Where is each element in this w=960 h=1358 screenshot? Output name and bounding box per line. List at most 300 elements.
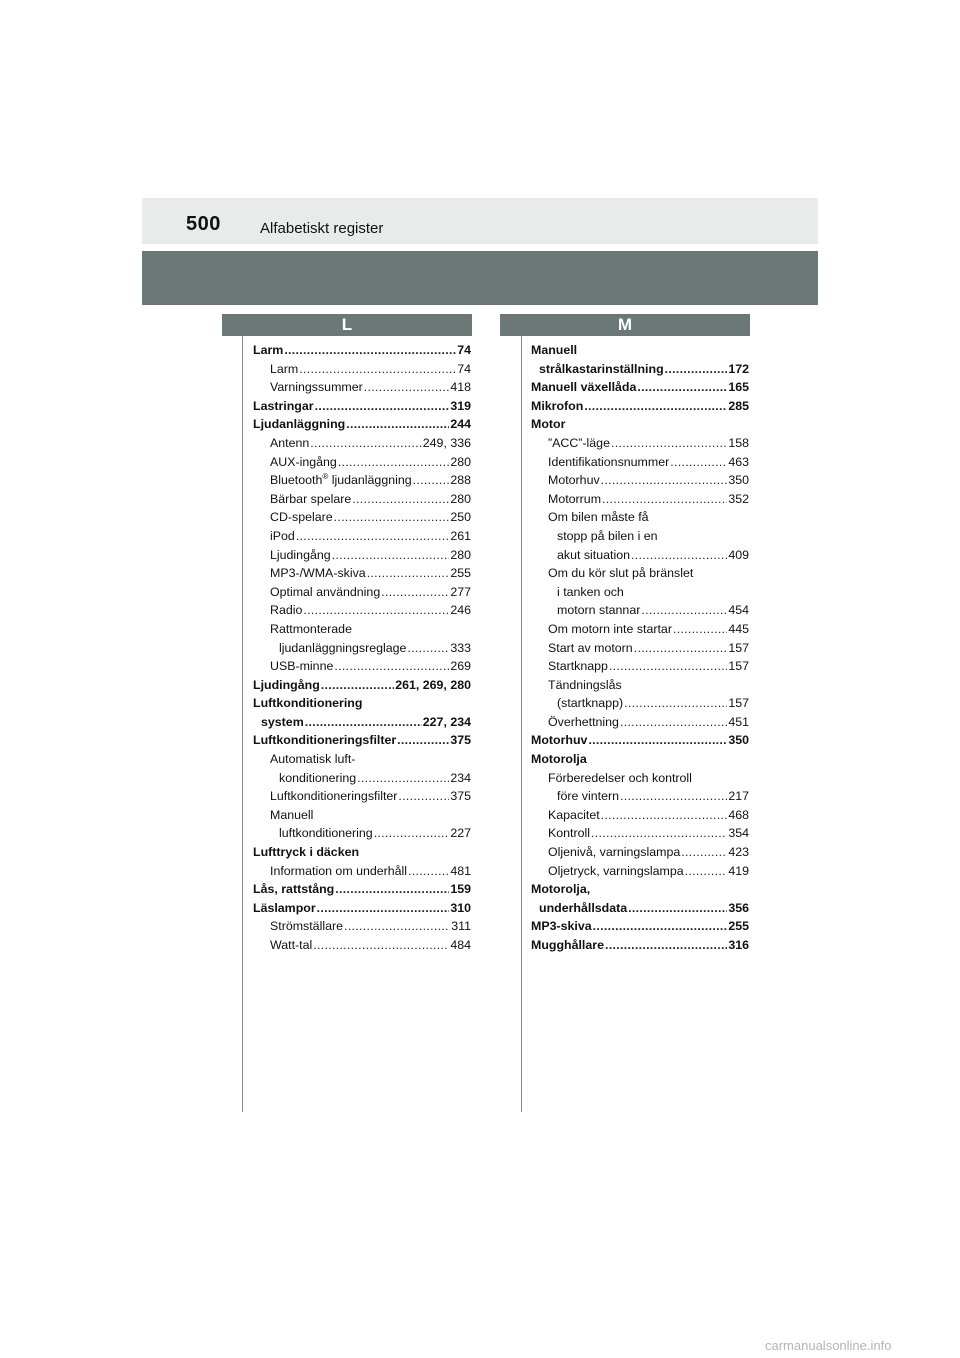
leader-dots: [673, 620, 727, 639]
entry-term-text: Start av motorn: [548, 640, 633, 655]
entry-term-text: Motorrum: [548, 491, 602, 506]
index-entry: [253, 936, 471, 955]
leader-dots: [593, 917, 728, 936]
entry-term: [270, 601, 302, 620]
leader-dots: [344, 917, 450, 936]
index-entry: [253, 341, 471, 360]
entry-term: [531, 397, 583, 416]
entry-term-text: USB-minne: [270, 659, 334, 674]
entry-term-text: Läslampor: [253, 900, 316, 915]
leader-dots: [605, 936, 727, 955]
page-reference: 159: [450, 882, 471, 897]
entry-term: [548, 862, 684, 881]
entry-term: [539, 360, 664, 379]
entry-term-text: Motorhuv: [531, 733, 588, 748]
index-entry: [253, 564, 471, 583]
index-entry: [531, 490, 749, 509]
index-entry: [531, 527, 749, 546]
page-reference: 249, 336: [422, 435, 471, 450]
page-reference: 74: [457, 343, 471, 357]
page-reference: 217: [728, 789, 749, 804]
leader-dots: [332, 546, 450, 565]
leader-dots: [588, 731, 727, 750]
leader-dots: [408, 862, 449, 881]
page-reference: 227: [450, 826, 471, 841]
index-entry: [531, 453, 749, 472]
page-reference: 157: [728, 659, 749, 674]
index-entry: [253, 806, 471, 825]
page-reference: 454: [728, 603, 749, 618]
leader-dots: [284, 341, 456, 360]
entry-term-text: Luftkonditionering: [253, 696, 363, 711]
leader-dots: [681, 843, 727, 862]
page-reference: 354: [728, 826, 749, 841]
index-entry: [253, 769, 471, 788]
leader-dots: [398, 787, 449, 806]
entry-term-text: Förberedelser och kontroll: [548, 770, 692, 785]
index-entry: [253, 713, 471, 732]
index-entry: [253, 880, 471, 899]
leader-dots: [357, 769, 449, 788]
entry-term-text: ljudanläggningsreglage: [279, 640, 407, 655]
entry-term-text: underhållsdata: [539, 900, 628, 915]
page-reference: 250: [450, 510, 471, 525]
entry-term: [270, 752, 355, 766]
page-reference: 280: [450, 491, 471, 506]
leader-dots: [305, 713, 422, 732]
page-reference: 350: [728, 733, 749, 748]
page-reference: 157: [728, 696, 749, 711]
leader-dots: [628, 899, 727, 918]
entry-term: [531, 936, 604, 955]
entry-term: [548, 620, 672, 639]
index-entry: [253, 824, 471, 843]
entry-term-text: Oljetryck, varningslampa: [548, 863, 684, 878]
leader-dots: [310, 434, 421, 453]
index-entry: [531, 862, 749, 881]
page-reference: 468: [728, 807, 749, 822]
entry-term-text: Kapacitet: [548, 807, 600, 822]
entry-term-text: Om du kör slut på bränslet: [548, 566, 694, 581]
entry-term: [557, 529, 658, 543]
entry-term-text: akut situation: [557, 547, 631, 562]
entry-term-text: före vintern: [557, 789, 619, 804]
index-entry: [531, 397, 749, 416]
page-reference: 269: [450, 659, 471, 674]
index-entry: [531, 880, 749, 899]
page-reference: 227, 234: [422, 714, 471, 729]
leader-dots: [620, 787, 727, 806]
index-entry: [531, 769, 749, 788]
page-reference: 375: [450, 789, 471, 804]
index-entry: [253, 694, 471, 713]
page-reference: 234: [450, 770, 471, 785]
entry-term: [548, 806, 600, 825]
index-entry: [531, 639, 749, 658]
entry-term: [270, 471, 412, 490]
entry-term: [557, 787, 619, 806]
leader-dots: [317, 899, 450, 918]
index-entry: [531, 713, 749, 732]
leader-dots: [591, 824, 727, 843]
index-entry: [531, 731, 749, 750]
entry-term: [270, 378, 363, 397]
page-reference: 280: [450, 454, 471, 469]
leader-dots: [670, 453, 727, 472]
entry-term-text: Identifikationsnummer: [548, 454, 670, 469]
index-entry: [531, 583, 749, 602]
entry-term: [270, 453, 337, 472]
entry-term-text: stopp på bilen i en: [557, 528, 658, 543]
page-reference: 261: [450, 528, 471, 543]
entry-term-text: Mikrofon: [531, 398, 584, 413]
page-reference: 445: [728, 621, 749, 636]
entry-term-text: konditionering: [279, 770, 357, 785]
page-reference: 350: [728, 473, 749, 488]
page-reference: 246: [450, 603, 471, 618]
entry-term: [270, 546, 331, 565]
entry-term: [531, 343, 577, 357]
entry-term: [539, 899, 627, 918]
page-reference: 375: [450, 733, 471, 748]
index-entry: [531, 564, 749, 583]
entry-term: [253, 676, 320, 695]
page-reference: 158: [728, 435, 749, 450]
page-reference: 352: [728, 491, 749, 506]
entry-term-text: CD-spelare: [270, 510, 333, 525]
leader-dots: [367, 564, 450, 583]
leader-dots: [631, 546, 727, 565]
entry-term: [548, 453, 669, 472]
entry-term: [270, 862, 407, 881]
index-entry: [253, 862, 471, 881]
entry-term-text: Luftkonditioneringsfilter: [270, 789, 398, 804]
index-entry: [531, 899, 749, 918]
section-title: Alfabetiskt register: [260, 220, 384, 237]
entry-term-text: MP3-/WMA-skiva: [270, 566, 366, 581]
entry-term: [531, 417, 565, 431]
entry-term-text: Överhettning: [548, 714, 619, 729]
index-entry: [531, 806, 749, 825]
index-entry: [531, 936, 749, 955]
entry-term: [270, 657, 333, 676]
leader-dots: [637, 378, 727, 397]
entry-term-text: strålkastarinställning: [539, 361, 664, 376]
page-reference: 261, 269, 280: [395, 677, 471, 692]
entry-term-text: iPod: [270, 528, 295, 543]
entry-term-text: Lås, rattstång: [253, 882, 335, 897]
index-entry: [531, 471, 749, 490]
entry-term: [253, 845, 359, 859]
index-entry: [253, 546, 471, 565]
entry-term: [270, 808, 313, 822]
index-entry: [531, 787, 749, 806]
entry-term: [270, 583, 380, 602]
entry-term: [270, 490, 351, 509]
page-number: 500: [186, 213, 221, 235]
leader-dots: [334, 508, 450, 527]
leader-dots: [641, 601, 727, 620]
leader-dots: [346, 415, 449, 434]
index-entry: [253, 601, 471, 620]
entry-term: [270, 527, 295, 546]
index-entry: [253, 415, 471, 434]
page-reference: 423: [728, 845, 749, 860]
page-reference: 311: [451, 919, 471, 934]
entry-term: [270, 622, 352, 636]
entry-term: [548, 843, 680, 862]
entry-term-text: Motor: [531, 417, 566, 432]
entry-term-text: Bärbar spelare: [270, 491, 352, 506]
entry-term: [279, 824, 373, 843]
index-entry: [253, 750, 471, 769]
leader-dots: [620, 713, 727, 732]
leader-dots: [352, 490, 449, 509]
index-entry: [531, 917, 749, 936]
page-reference: 165: [728, 380, 749, 395]
page-reference: 157: [728, 640, 749, 655]
entry-term-text: Ljudingång: [253, 677, 320, 692]
entry-term-text: Lastringar: [253, 398, 314, 413]
index-entry: [253, 676, 471, 695]
entry-term-text: Radio: [270, 603, 303, 618]
leader-dots: [611, 434, 727, 453]
entry-term-text: Bluetooth: [270, 473, 323, 488]
entry-term-text: Rattmonterade: [270, 621, 352, 636]
leader-dots: [665, 360, 728, 379]
page-reference: 418: [450, 380, 471, 395]
entry-term: [253, 899, 316, 918]
entry-term: [548, 490, 601, 509]
entry-term-text: Kontroll: [548, 826, 591, 841]
leader-dots: [303, 601, 449, 620]
leader-dots: [634, 639, 728, 658]
entry-term-text: MP3-skiva: [531, 919, 592, 934]
index-column-m: [531, 341, 749, 955]
leader-dots: [407, 639, 449, 658]
leader-dots: [624, 694, 727, 713]
entry-term-text: Ljudanläggning: [253, 417, 346, 432]
leader-dots: [685, 862, 728, 881]
entry-term-text: Larm: [253, 343, 284, 357]
entry-term-text: Luftkonditioneringsfilter: [253, 733, 397, 748]
leader-dots: [315, 397, 450, 416]
index-column-l: [253, 341, 471, 955]
entry-term-text: Watt-tal: [270, 938, 313, 952]
index-entry: [531, 508, 749, 527]
entry-term: [270, 917, 343, 936]
entry-term-text: Motorolja: [531, 752, 587, 767]
leader-dots: [397, 731, 449, 750]
entry-term: [253, 731, 396, 750]
entry-term: [557, 601, 640, 620]
index-entry: [253, 639, 471, 658]
entry-term-text: (startknapp): [557, 696, 624, 711]
entry-term-text: Ljudingång: [270, 547, 331, 562]
leader-dots: [296, 527, 450, 546]
index-entry: [531, 360, 749, 379]
entry-term: [253, 397, 314, 416]
index-entry: [253, 843, 471, 862]
page-reference: 481: [450, 863, 471, 878]
page-reference: 333: [450, 640, 471, 655]
index-entry: [531, 620, 749, 639]
entry-term: [548, 434, 610, 453]
leader-dots: [334, 657, 449, 676]
page-reference: 463: [728, 454, 749, 469]
page-reference: 319: [450, 398, 471, 413]
entry-term: [548, 713, 619, 732]
entry-term: [279, 639, 406, 658]
entry-term-text: Antenn: [270, 435, 310, 450]
index-entry: [253, 657, 471, 676]
leader-dots: [313, 936, 449, 955]
entry-term: [270, 508, 333, 527]
index-entry: [253, 360, 471, 379]
leader-dots: [364, 378, 450, 397]
index-entry: [531, 415, 749, 434]
entry-term: [531, 917, 592, 936]
entry-term: [557, 694, 623, 713]
entry-term: [531, 882, 590, 896]
entry-term-text: Manuell växellåda: [531, 380, 637, 395]
index-entry: [253, 620, 471, 639]
leader-dots: [299, 360, 456, 379]
entry-term-text: ljudanläggning: [328, 473, 412, 488]
leader-dots: [335, 880, 449, 899]
entry-term: [253, 341, 283, 360]
entry-term: [548, 639, 633, 658]
index-entry: [253, 471, 471, 490]
page-reference: 356: [728, 900, 749, 915]
page-reference: 409: [728, 547, 749, 562]
index-entry: [531, 378, 749, 397]
entry-term-text: system: [261, 714, 304, 729]
entry-term-text: Optimal användning: [270, 584, 381, 599]
entry-term-text: Information om underhåll: [270, 863, 408, 878]
entry-term: [548, 771, 692, 785]
entry-term-text: Oljenivå, varningslampa: [548, 845, 681, 860]
entry-term: [557, 546, 630, 565]
index-entry: [531, 750, 749, 769]
entry-term-text: Om motorn inte startar: [548, 621, 672, 636]
decorative-band: [142, 251, 818, 305]
entry-term-text: Startknapp: [548, 659, 608, 674]
entry-term: [531, 752, 587, 766]
entry-term: [548, 471, 600, 490]
entry-term-text: Motorolja,: [531, 882, 591, 897]
index-entry: [253, 731, 471, 750]
index-entry: [253, 490, 471, 509]
entry-term: [548, 678, 622, 692]
index-entry: [253, 583, 471, 602]
index-entry: [531, 694, 749, 713]
leader-dots: [609, 657, 727, 676]
page-reference: 280: [450, 547, 471, 562]
index-entry: [531, 657, 749, 676]
entry-term-text: i tanken och: [557, 584, 624, 599]
entry-term: [270, 787, 397, 806]
entry-term: [531, 731, 587, 750]
entry-term: [270, 564, 366, 583]
leader-dots: [601, 806, 728, 825]
letter-heading-m: M: [500, 314, 750, 336]
entry-term: [548, 510, 649, 524]
leader-dots: [584, 397, 727, 416]
index-entry: [253, 378, 471, 397]
index-entry: [253, 434, 471, 453]
column-divider-right: [521, 336, 522, 1112]
index-entry: [253, 917, 471, 936]
entry-term: [548, 657, 608, 676]
entry-term-text: luftkonditionering: [279, 826, 373, 841]
entry-term-text: Manuell: [531, 343, 578, 357]
index-entry: [531, 546, 749, 565]
entry-term-text: AUX-ingång: [270, 454, 337, 469]
entry-term-text: Om bilen måste få: [548, 510, 649, 525]
entry-term-text: motorn stannar: [557, 603, 641, 618]
entry-term: [270, 936, 312, 955]
letter-heading-l: L: [222, 314, 472, 336]
page-reference: 255: [450, 566, 471, 581]
index-entry: [531, 843, 749, 862]
entry-term: [270, 434, 309, 453]
index-entry: [253, 527, 471, 546]
page-reference: 310: [450, 900, 471, 915]
entry-term-text: Strömställare: [270, 919, 343, 934]
index-entry: [531, 341, 749, 360]
header-band: [142, 198, 818, 244]
entry-term-text: ”ACC”-läge: [548, 435, 610, 450]
entry-term-text: Motorhuv: [548, 473, 600, 488]
index-entry: [253, 899, 471, 918]
page-reference: 244: [450, 417, 471, 432]
entry-term: [270, 360, 298, 379]
entry-term-text: Varningssummer: [270, 380, 363, 395]
entry-term-text: Automatisk luft-: [270, 752, 356, 767]
leader-dots: [413, 471, 450, 490]
entry-term-text: Mugghållare: [531, 938, 604, 952]
entry-term: [279, 769, 356, 788]
page-reference: 74: [457, 361, 471, 376]
leader-dots: [321, 676, 394, 695]
index-entry: [253, 508, 471, 527]
entry-term: [548, 566, 693, 580]
leader-dots: [602, 490, 727, 509]
page-reference: 285: [728, 398, 749, 413]
entry-term-text: Larm: [270, 361, 299, 376]
index-entry: [531, 824, 749, 843]
page-reference: 484: [450, 938, 471, 952]
entry-term-text: Lufttryck i däcken: [253, 845, 360, 860]
entry-term-text: Manuell: [270, 807, 314, 822]
entry-term: [253, 696, 362, 710]
index-entry: [253, 787, 471, 806]
entry-term: [548, 824, 590, 843]
leader-dots: [381, 583, 449, 602]
entry-term: [253, 880, 334, 899]
index-entry: [531, 434, 749, 453]
page-reference: 172: [728, 361, 749, 376]
page-reference: 288: [450, 473, 471, 488]
entry-term: [261, 713, 304, 732]
page-reference: 419: [728, 863, 749, 878]
leader-dots: [601, 471, 728, 490]
watermark: carmanualsonline.info: [765, 1338, 892, 1353]
index-entry: [253, 397, 471, 416]
index-entry: [531, 601, 749, 620]
entry-term: [253, 415, 345, 434]
